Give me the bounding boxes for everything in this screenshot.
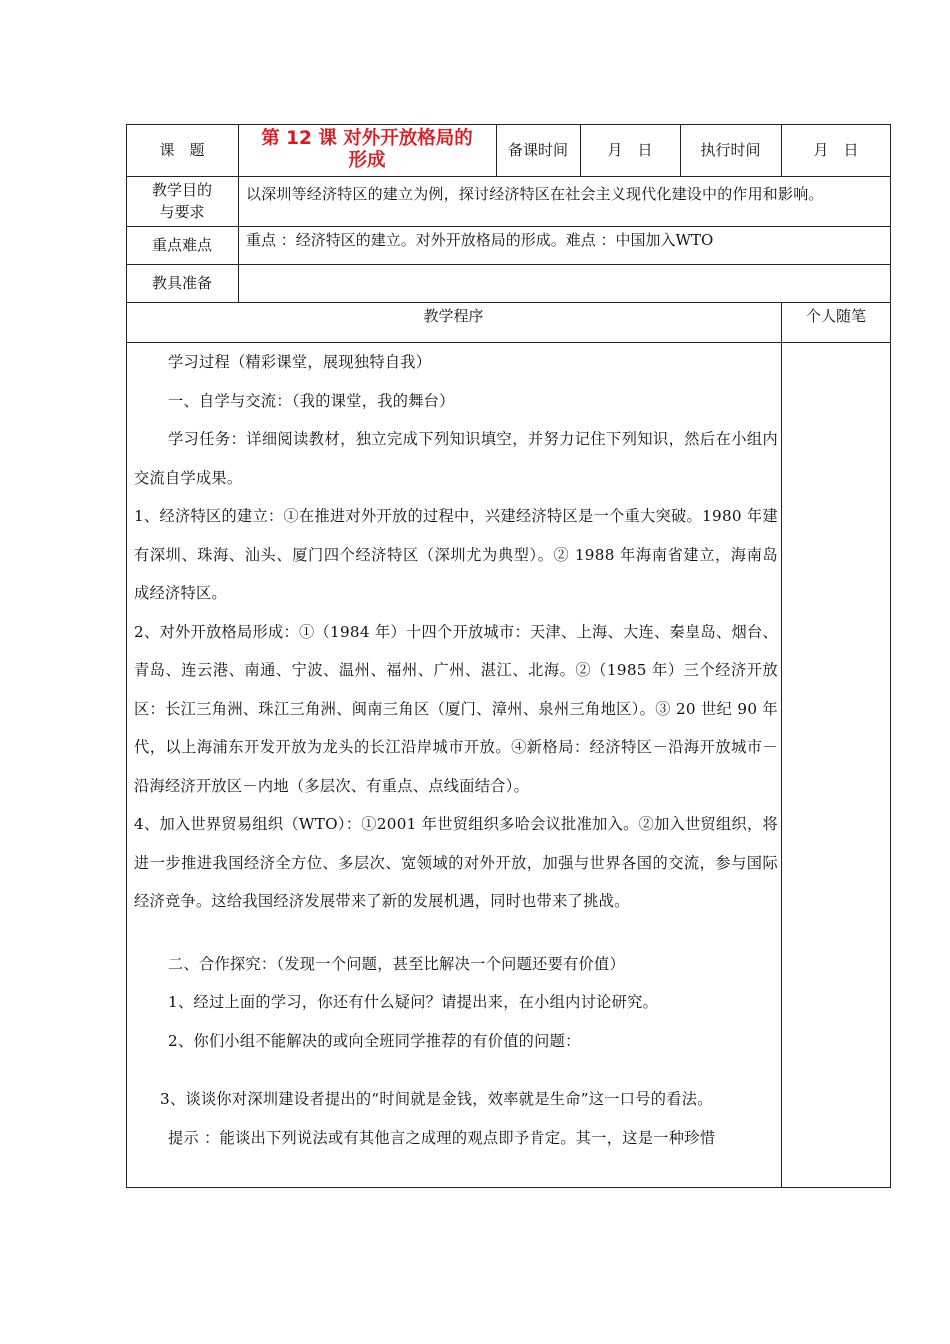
learning-process-heading: 学习过程（精彩课堂，展现独特自我） [168,353,432,371]
tools-label: 教具准备 [151,274,212,292]
goal-label: 教学目的与要求 [151,181,212,221]
prep-time-value: 月 日 [607,141,653,159]
lesson-title: 第 12 课 对外开放格局的形成 [261,128,473,171]
key-label: 重点难点 [151,236,212,254]
tools-text [238,264,891,302]
procedure-label: 教学程序 [423,307,484,325]
col-divider [781,302,782,1188]
learning-task: 学习任务：详细阅读教材，独立完成下列知识填空，并努力记住下列知识，然后在小组内交流自学成果。 [134,430,778,487]
prep-time-label: 备课时间 [507,141,568,159]
knowledge-point-1: 1、经济特区的建立：①在推进对外开放的过程中，兴建经济特区是一个重大突破。1980 年建有深圳、珠海、汕头、厦门四个经济特区（深圳尤为典型）。② 1988 年海南省建立，海南岛成经济特区。 [134,507,778,602]
question-1: 1、经过上面的学习，你还有什么疑问？请提出来，在小组内讨论研究。 [168,993,659,1011]
spacer [134,921,778,945]
goal-text: 以深圳等经济特区的建立为例，探讨经济特区在社会主义现代化建设中的作用和影响。 [246,185,824,203]
hint-text: 提示 ：能谈出下列说法或有其他言之成理的观点即予肯定。其一，这是一种珍惜 [168,1128,716,1147]
knowledge-point-2: 2、对外开放格局形成：①（1984 年）十四个开放城市：天津、上海、大连、秦皇岛、烟台、青岛、连云港、南通、宁波、温州、福州、广州、湛江、北海。②（1985 年）三个经济开放区：长江三角洲、珠江三角洲、闽南三角区（厦门、漳州、泉州三角地区）。③ 20 世纪 90 年代，以上海浦东开发开放为龙头的长江沿岸城市开放。④新格局：经济特区－沿海开放城市－沿海经济开放区－内地（多层次、有重点、点线面结合）。 [134,622,778,795]
knowledge-point-4: 4、加入世界贸易组织（WTO）：①2001 年世贸组织多哈会议批准加入。②加入世贸组织，将进一步推进我国经济全方位、多层次、宽领域的对外开放，加强与世界各国的交流，参与国际经济竞争。这给我国经济发展带来了新的发展机遇，同时也带来了挑战。 [134,815,778,910]
spacer [134,1060,778,1080]
procedure-body [134,343,778,1157]
exec-time-label: 执行时间 [700,141,761,159]
self-study-heading: 一、自学与交流：（我的课堂，我的舞台） [168,391,455,410]
notes-label: 个人随笔 [805,307,866,325]
cooperation-heading: 二、合作探究：（发现一个问题，甚至比解决一个问题还要有价值） [168,954,626,973]
exec-time-value: 月 日 [813,141,859,159]
topic-label: 课 题 [159,141,205,159]
question-2: 2、你们小组不能解决的或向全班同学推荐的有价值的问题： [168,1031,581,1050]
question-3: 3、谈谈你对深圳建设者提出的“时间就是金钱，效率就是生命”这一口号的看法。 [160,1090,713,1108]
key-text: 重点 ：经济特区的建立。对外开放格局的形成。难点 ：中国加入WTO [246,231,714,249]
